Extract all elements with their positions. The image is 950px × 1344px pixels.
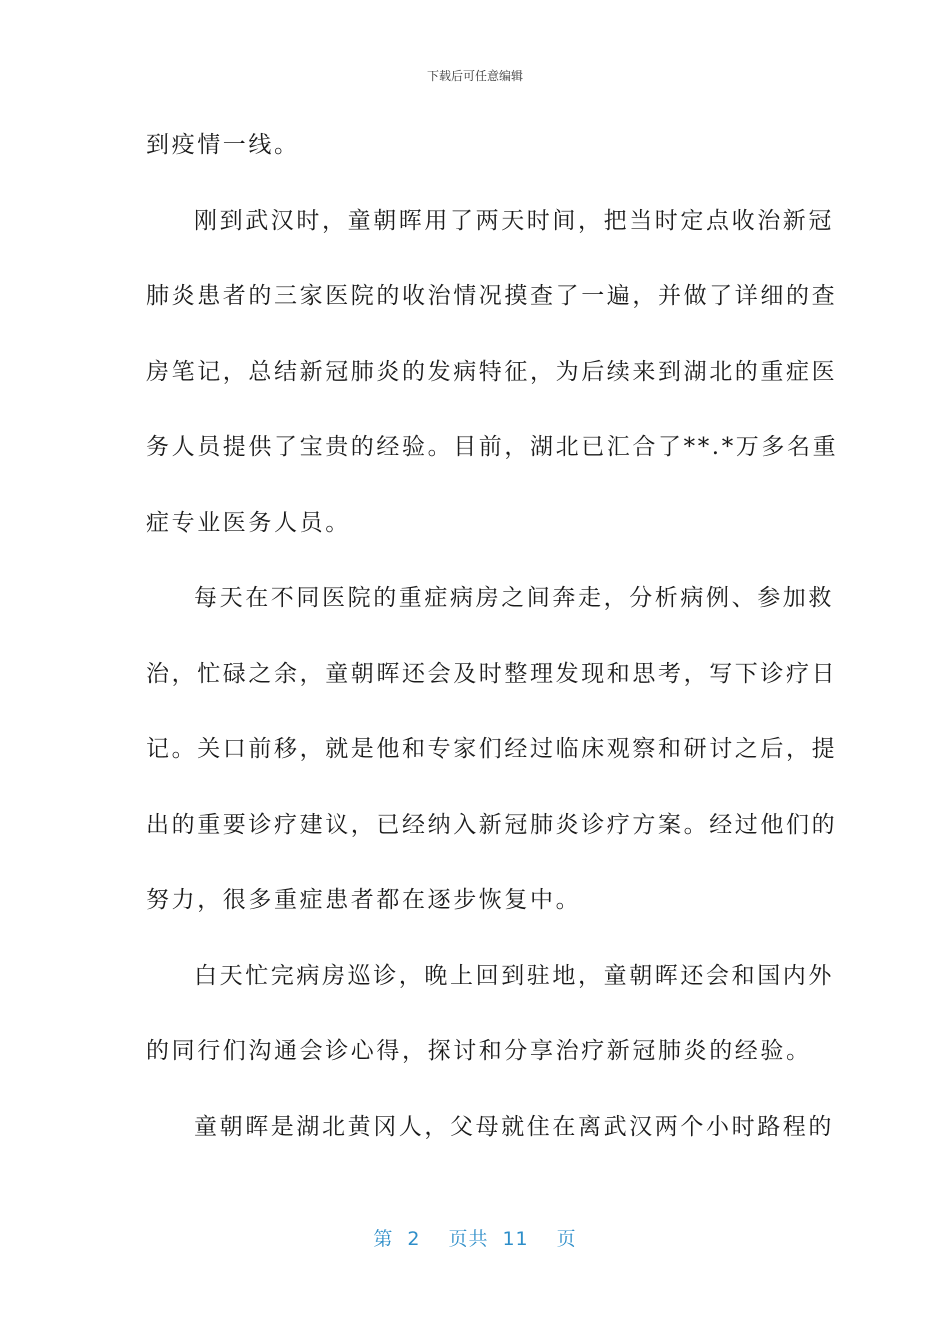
- body-line: 努力，很多重症患者都在逐步恢复中。: [146, 887, 582, 913]
- header-note: 下载后可任意编辑: [426, 69, 523, 83]
- body-line: 刚到武汉时，童朝晖用了两天时间，把当时定点收治新冠: [194, 207, 834, 234]
- body-line: 务人员提供了宝贵的经验。目前，湖北已汇合了**.*万多名重: [146, 434, 839, 460]
- footer-total-pages: 11: [502, 1228, 529, 1250]
- body-line: 记。关口前移，就是他和专家们经过临床观察和研讨之后，提: [146, 736, 838, 762]
- body-line: 肺炎患者的三家医院的收治情况摸查了一遍，并做了详细的查: [146, 283, 838, 309]
- body-line: 出的重要诊疗建议，已经纳入新冠肺炎诊疗方案。经过他们的: [146, 811, 838, 838]
- footer-middle: 页共: [448, 1228, 489, 1250]
- page-footer: [0, 1224, 950, 1251]
- body-line: 症专业医务人员。: [146, 509, 351, 536]
- document-body: [146, 119, 839, 1176]
- body-line: 每天在不同医院的重症病房之间奔走，分析病例、参加救: [194, 585, 834, 611]
- footer-page-number: 2: [407, 1228, 421, 1250]
- body-line: 白天忙完病房巡诊，晚上回到驻地，童朝晖还会和国内外: [194, 962, 834, 989]
- footer-suffix: 页: [556, 1228, 577, 1250]
- footer-prefix: 第: [373, 1228, 394, 1250]
- body-line: 童朝晖是湖北黄冈人，父母就住在离武汉两个小时路程的: [194, 1113, 834, 1140]
- body-line: 治，忙碌之余，童朝晖还会及时整理发现和思考，写下诊疗日: [146, 660, 838, 687]
- body-line: 到疫情一线。: [146, 132, 300, 158]
- body-line: 房笔记，总结新冠肺炎的发病特征，为后续来到湖北的重症医: [146, 358, 838, 385]
- body-line: 的同行们沟通会诊心得，探讨和分享治疗新冠肺炎的经验。: [146, 1038, 812, 1064]
